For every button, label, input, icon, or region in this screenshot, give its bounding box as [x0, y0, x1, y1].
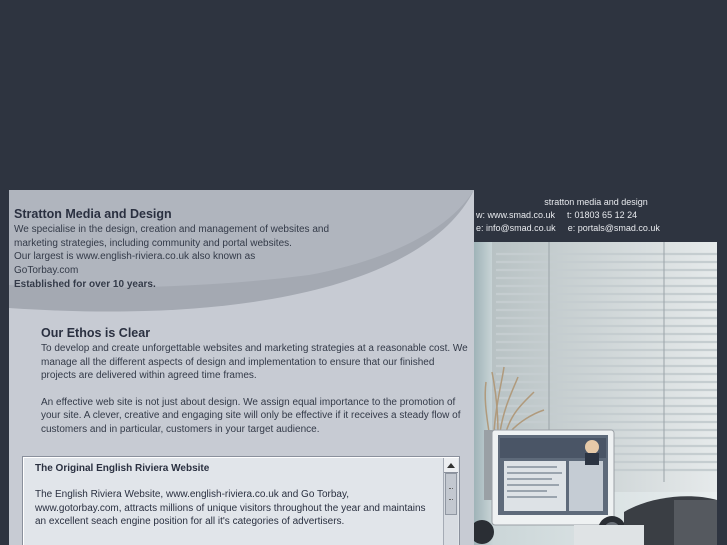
ethos-paragraph: To develop and create unforgettable websites and marketing strategies at a reasonable cost. We manage all the different aspects of design and implementation to ensure that our finished projects are delivered within agreed time frames.	[41, 343, 468, 382]
news-scroll-box[interactable]	[22, 456, 460, 545]
email-link-portals[interactable]: e: portals@smad.co.uk	[567, 223, 660, 233]
ethos-section	[41, 326, 471, 450]
office-photo-illustration	[474, 242, 717, 545]
intro-section	[14, 207, 344, 292]
intro-line: marketing strategies, including community and portal websites.	[14, 237, 292, 249]
ethos-heading: Our Ethos is Clear	[41, 326, 151, 340]
news-content	[35, 463, 435, 529]
website-link[interactable]: w: www.smad.co.uk	[476, 210, 556, 220]
contact-info	[476, 196, 721, 235]
established-text: Established for over 10 years.	[14, 279, 156, 291]
company-heading: Stratton Media and Design	[14, 207, 172, 221]
scroll-up-arrow-icon[interactable]	[444, 458, 458, 473]
news-heading: The Original English Riviera Website	[35, 463, 210, 474]
ethos-paragraph: An effective web site is not just about design. We assign equal importance to the promotion of your site. A clever, creative and engaging site will only be effective if it receives a steady flow of customers and in particular, customers in your target audience.	[41, 396, 461, 435]
office-photo	[474, 242, 717, 545]
email-link-info[interactable]: e: info@smad.co.uk	[476, 223, 556, 233]
content-panel	[9, 190, 474, 545]
contact-company-name: stratton media and design	[544, 197, 648, 207]
contact-row	[476, 222, 721, 235]
intro-line: Our largest is www.english-riviera.co.uk also known as	[14, 251, 256, 263]
intro-line: GoTorbay.com	[14, 264, 79, 276]
news-body: The English Riviera Website, www.english-riviera.co.uk and Go Torbay, www.gotorbay.com, attracts millions of unique visitors throughout the year and maintains an excellent seach engine position for all it's categories of advertisers.	[35, 489, 426, 528]
contact-row	[476, 209, 721, 222]
scroll-thumb[interactable]	[445, 473, 457, 515]
vertical-scrollbar[interactable]	[443, 458, 458, 545]
phone-number: t: 01803 65 12 24	[567, 210, 638, 220]
intro-line: We specialise in the design, creation and management of websites and	[14, 224, 330, 235]
